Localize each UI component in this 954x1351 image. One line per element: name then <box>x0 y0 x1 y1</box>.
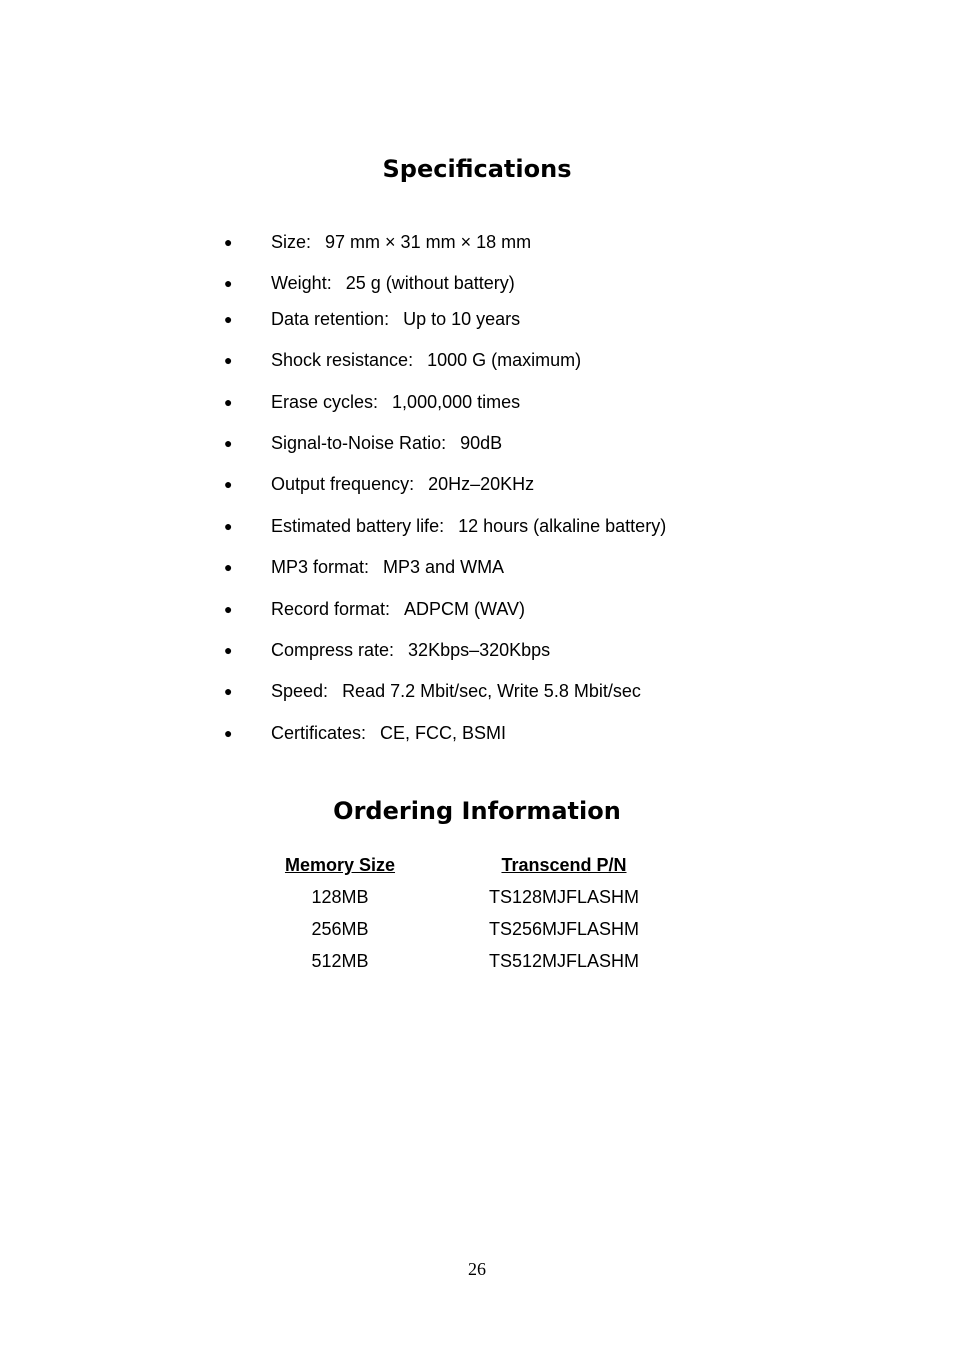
spec-value: 12 hours (alkaline battery) <box>458 516 667 536</box>
memory-size-cell: 256MB <box>311 919 369 939</box>
bullet-icon: ● <box>224 725 233 741</box>
list-item <box>0 307 954 331</box>
spec-value: 32Kbps–320Kbps <box>408 640 551 660</box>
spec-value: Read 7.2 Mbit/sec, Write 5.8 Mbit/sec <box>342 681 641 701</box>
spec-value: 25 g (without battery) <box>345 273 515 293</box>
list-item <box>0 514 954 538</box>
list-item <box>0 679 954 703</box>
page-number: 26 <box>468 1259 486 1279</box>
list-item <box>0 431 954 455</box>
list-item <box>0 597 954 621</box>
bullet-icon: ● <box>224 476 233 492</box>
spec-value: ADPCM (WAV) <box>404 599 526 619</box>
spec-label: Signal-to-Noise Ratio: <box>271 433 447 453</box>
list-item <box>0 555 954 579</box>
spec-label: Data retention: <box>271 309 390 329</box>
part-number-cell: TS512MJFLASHM <box>488 951 640 971</box>
bullet-icon: ● <box>224 642 233 658</box>
spec-value: 1,000,000 times <box>392 392 521 412</box>
spec-value: 1000 G (maximum) <box>427 350 582 370</box>
bullet-icon: ● <box>224 275 233 291</box>
spec-label: Weight: <box>271 273 332 293</box>
bullet-icon: ● <box>224 352 233 368</box>
spec-label: Shock resistance: <box>271 350 414 370</box>
spec-label: Compress rate: <box>271 640 395 660</box>
bullet-icon: ● <box>224 559 233 575</box>
bullet-icon: ● <box>224 601 233 617</box>
bullet-icon: ● <box>224 683 233 699</box>
list-item <box>0 638 954 662</box>
bullet-icon: ● <box>224 311 233 327</box>
spec-value: MP3 and WMA <box>383 557 505 577</box>
list-item <box>0 348 954 372</box>
specifications-heading: Specifications <box>382 155 572 183</box>
spec-value: 90dB <box>460 433 503 453</box>
spec-label: MP3 format: <box>271 557 370 577</box>
spec-label: Size: <box>271 232 312 252</box>
spec-label: Output frequency: <box>271 474 415 494</box>
list-item <box>0 230 954 254</box>
bullet-icon: ● <box>224 435 233 451</box>
spec-value: CE, FCC, BSMI <box>380 723 507 743</box>
part-number-cell: TS128MJFLASHM <box>488 887 640 907</box>
bullet-icon: ● <box>224 394 233 410</box>
spec-value: 97 mm × 31 mm × 18 mm <box>325 232 532 252</box>
spec-label: Erase cycles: <box>271 392 379 412</box>
list-item <box>0 271 954 295</box>
memory-size-cell: 512MB <box>311 951 369 971</box>
bullet-icon: ● <box>224 518 233 534</box>
memory-size-cell: 128MB <box>311 887 369 907</box>
list-item <box>0 390 954 414</box>
list-item <box>0 472 954 496</box>
spec-label: Speed: <box>271 681 329 701</box>
part-number-cell: TS256MJFLASHM <box>488 919 640 939</box>
list-item <box>0 721 954 745</box>
spec-value: 20Hz–20KHz <box>428 474 535 494</box>
ordering-information-heading: Ordering Information <box>333 797 621 825</box>
spec-value: Up to 10 years <box>403 309 521 329</box>
spec-label: Estimated battery life: <box>271 516 445 536</box>
spec-label: Certificates: <box>271 723 367 743</box>
spec-label: Record format: <box>271 599 391 619</box>
bullet-icon: ● <box>224 234 233 250</box>
column-header-part-number: Transcend P/N <box>501 855 627 875</box>
column-header-memory-size: Memory Size <box>284 855 396 875</box>
